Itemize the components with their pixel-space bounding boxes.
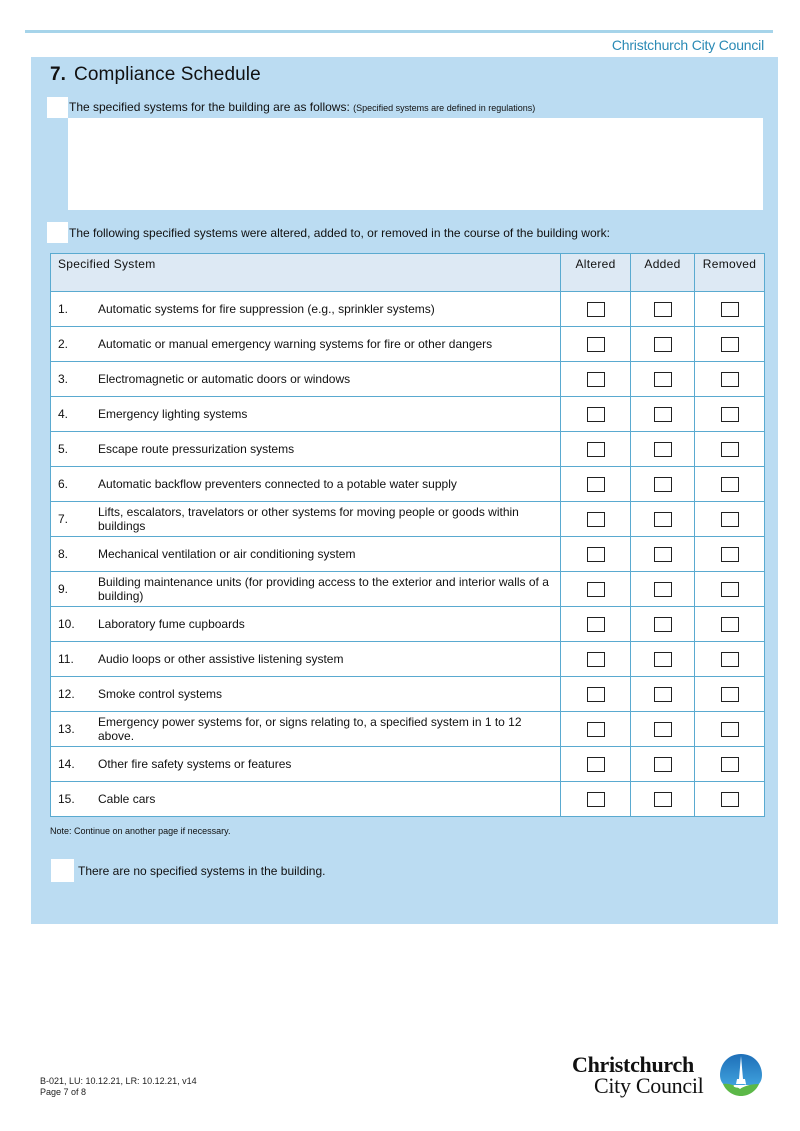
altered-checkbox[interactable] — [587, 582, 605, 597]
row-number: 2. — [58, 337, 69, 351]
removed-checkbox[interactable] — [721, 757, 739, 772]
row-number: 13. — [58, 722, 75, 736]
row-number: 1. — [58, 302, 69, 316]
added-checkbox[interactable] — [654, 337, 672, 352]
table-row — [51, 362, 765, 397]
altered-checkbox[interactable] — [587, 757, 605, 772]
added-checkbox[interactable] — [654, 442, 672, 457]
row-label: Smoke control systems — [98, 687, 223, 701]
row-label: Cable cars — [98, 792, 156, 806]
no-specified-systems-text: There are no specified systems in the building. — [78, 864, 326, 878]
row-number: 7. — [58, 512, 69, 526]
removed-checkbox[interactable] — [721, 512, 739, 527]
row-number: 5. — [58, 442, 69, 456]
altered-checkbox[interactable] — [587, 687, 605, 702]
row-number: 12. — [58, 687, 75, 701]
section-title — [50, 64, 261, 86]
altered-checkbox[interactable] — [587, 337, 605, 352]
altered-checkbox[interactable] — [587, 652, 605, 667]
row-number: 11. — [58, 652, 74, 666]
altered-checkbox[interactable] — [587, 792, 605, 807]
cathedral-spire-logo-icon — [718, 1053, 764, 1097]
page-number: Page 7 of 8 — [40, 1087, 87, 1097]
row-number: 9. — [58, 582, 69, 596]
row-number: 6. — [58, 477, 69, 491]
row-number: 14. — [58, 757, 75, 771]
specified-systems-field[interactable] — [68, 118, 763, 210]
row-label: Automatic systems for fire suppression (e.g., sprinkler systems) — [98, 302, 435, 316]
table-row — [51, 607, 765, 642]
continuation-note: Note: Continue on another page if necessary. — [50, 826, 231, 836]
header-organization: Christchurch City Council — [611, 37, 764, 53]
removed-checkbox[interactable] — [721, 687, 739, 702]
added-checkbox[interactable] — [654, 477, 672, 492]
added-checkbox[interactable] — [654, 407, 672, 422]
section-number: 7. — [50, 64, 67, 85]
table-row — [51, 642, 765, 677]
row-number: 10. — [58, 617, 75, 631]
removed-checkbox[interactable] — [721, 407, 739, 422]
added-checkbox[interactable] — [654, 372, 672, 387]
altered-checkbox[interactable] — [587, 512, 605, 527]
added-checkbox[interactable] — [654, 722, 672, 737]
row-number: 3. — [58, 372, 69, 386]
removed-checkbox[interactable] — [721, 722, 739, 737]
specified-systems-table — [50, 253, 765, 817]
added-checkbox[interactable] — [654, 687, 672, 702]
specified-systems-intro-text: The specified systems for the building are as follows: — [69, 100, 350, 114]
table-row — [51, 537, 765, 572]
row-label: Laboratory fume cupboards — [98, 617, 245, 631]
row-label: Emergency power systems for, or signs relating to, a specified system in 1 to 12 above. — [98, 715, 522, 743]
altered-systems-intro: The following specified systems were altered, added to, or removed in the course of the building work: — [69, 226, 610, 240]
altered-checkbox[interactable] — [587, 722, 605, 737]
specified-systems-intro-note: (Specified systems are defined in regulations) — [353, 103, 536, 113]
row-number: 8. — [58, 547, 69, 561]
table-row — [51, 712, 765, 747]
column-header-specified-system: Specified System — [51, 254, 561, 292]
specified-systems-checkbox[interactable] — [47, 97, 68, 118]
row-label: Lifts, escalators, travelators or other systems for moving people or goods within buildings — [98, 505, 519, 533]
row-label: Mechanical ventilation or air conditioning system — [98, 547, 356, 561]
removed-checkbox[interactable] — [721, 372, 739, 387]
added-checkbox[interactable] — [654, 582, 672, 597]
added-checkbox[interactable] — [654, 512, 672, 527]
removed-checkbox[interactable] — [721, 547, 739, 562]
row-label: Emergency lighting systems — [98, 407, 248, 421]
form-code: B-021, LU: 10.12.21, LR: 10.12.21, v14 — [40, 1076, 197, 1086]
row-label: Other fire safety systems or features — [98, 757, 292, 771]
section-title-text: Compliance Schedule — [74, 64, 261, 85]
removed-checkbox[interactable] — [721, 652, 739, 667]
row-label: Building maintenance units (for providing access to the exterior and interior walls of a building) — [98, 575, 549, 603]
specified-systems-intro — [69, 100, 535, 114]
footer-form-info — [40, 1076, 197, 1098]
altered-checkbox[interactable] — [587, 477, 605, 492]
row-label: Audio loops or other assistive listening system — [98, 652, 344, 666]
altered-systems-checkbox[interactable] — [47, 222, 68, 243]
added-checkbox[interactable] — [654, 302, 672, 317]
removed-checkbox[interactable] — [721, 442, 739, 457]
table-row — [51, 432, 765, 467]
table-row — [51, 782, 765, 817]
row-label: Automatic or manual emergency warning systems for fire or other dangers — [98, 337, 493, 351]
altered-checkbox[interactable] — [587, 547, 605, 562]
table-header-row — [51, 254, 765, 292]
row-number: 15. — [58, 792, 75, 806]
column-header-added: Added — [631, 254, 695, 292]
column-header-altered: Altered — [561, 254, 631, 292]
table-row — [51, 572, 765, 607]
removed-checkbox[interactable] — [721, 477, 739, 492]
added-checkbox[interactable] — [654, 757, 672, 772]
added-checkbox[interactable] — [654, 652, 672, 667]
added-checkbox[interactable] — [654, 792, 672, 807]
removed-checkbox[interactable] — [721, 617, 739, 632]
altered-checkbox[interactable] — [587, 302, 605, 317]
table-row — [51, 747, 765, 782]
table-row — [51, 677, 765, 712]
altered-checkbox[interactable] — [587, 442, 605, 457]
removed-checkbox[interactable] — [721, 302, 739, 317]
row-label: Escape route pressurization systems — [98, 442, 295, 456]
altered-checkbox[interactable] — [587, 617, 605, 632]
logo-text-line1: Christchurch — [572, 1052, 694, 1077]
altered-checkbox[interactable] — [587, 372, 605, 387]
top-rule — [25, 30, 773, 33]
altered-checkbox[interactable] — [587, 407, 605, 422]
added-checkbox[interactable] — [654, 547, 672, 562]
table-row — [51, 502, 765, 537]
removed-checkbox[interactable] — [721, 792, 739, 807]
row-label: Electromagnetic or automatic doors or windows — [98, 372, 351, 386]
table-row — [51, 292, 765, 327]
removed-checkbox[interactable] — [721, 337, 739, 352]
no-specified-systems-checkbox[interactable] — [51, 859, 74, 882]
table-row — [51, 467, 765, 502]
row-number: 4. — [58, 407, 69, 421]
logo-text-line2: City Council — [594, 1073, 704, 1098]
added-checkbox[interactable] — [654, 617, 672, 632]
row-label: Automatic backflow preventers connected to a potable water supply — [98, 477, 457, 491]
table-row — [51, 397, 765, 432]
column-header-removed: Removed — [695, 254, 765, 292]
removed-checkbox[interactable] — [721, 582, 739, 597]
council-logo — [572, 1052, 764, 1100]
table-row — [51, 327, 765, 362]
